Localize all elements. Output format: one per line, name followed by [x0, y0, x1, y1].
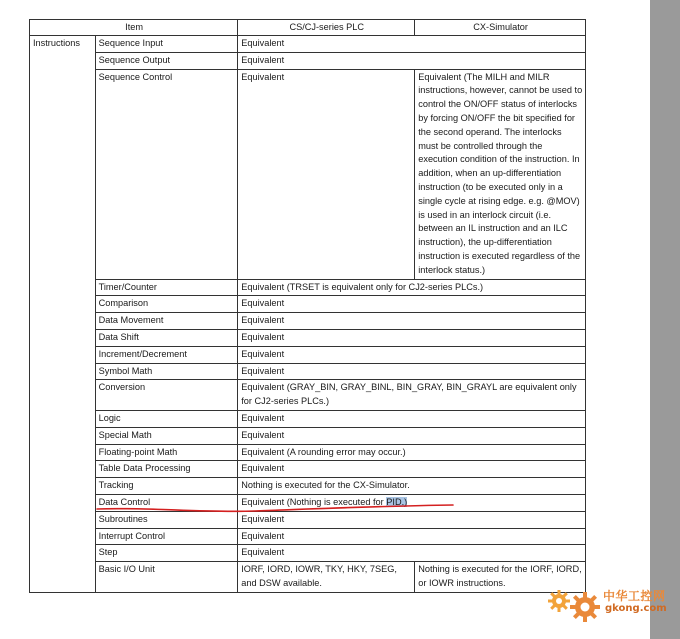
watermark-logo — [545, 585, 670, 630]
item-cell: Sequence Control — [95, 69, 238, 279]
watermark-url: gkong.com — [605, 603, 667, 614]
item-cell: Subroutines — [95, 511, 238, 528]
plc-text: Equivalent — [241, 298, 285, 309]
table-row — [30, 494, 586, 511]
plc-cell — [238, 296, 586, 313]
item-cell: Interrupt Control — [95, 528, 238, 545]
table-row — [30, 410, 586, 427]
table-row — [30, 69, 586, 279]
table-row — [30, 545, 586, 562]
item-cell: Floating-point Math — [95, 444, 238, 461]
header-simulator: CX-Simulator — [415, 20, 586, 36]
item-cell: Tracking — [95, 478, 238, 495]
category-cell: Instructions — [30, 36, 96, 593]
plc-cell — [238, 461, 586, 478]
item-cell: Table Data Processing — [95, 461, 238, 478]
plc-text: Equivalent — [241, 429, 285, 440]
plc-cell — [238, 36, 586, 53]
item-cell: Increment/Decrement — [95, 346, 238, 363]
table-row — [30, 562, 586, 593]
table-row — [30, 461, 586, 478]
item-cell: Comparison — [95, 296, 238, 313]
plc-cell — [238, 511, 586, 528]
table-row — [30, 380, 586, 411]
table-row — [30, 36, 586, 53]
item-cell: Sequence Input — [95, 36, 238, 53]
plc-text: Equivalent — [241, 315, 285, 326]
plc-cell — [238, 363, 586, 380]
gear-icon — [545, 585, 605, 630]
table-row — [30, 279, 586, 296]
plc-text: Equivalent — [241, 513, 285, 524]
item-cell: Data Control — [95, 494, 238, 511]
plc-text: Equivalent — [241, 331, 285, 342]
table-row — [30, 363, 586, 380]
plc-cell — [238, 478, 586, 495]
header-plc: CS/CJ-series PLC — [238, 20, 415, 36]
item-cell: Conversion — [95, 380, 238, 411]
plc-cell: Equivalent — [238, 69, 415, 279]
item-cell: Timer/Counter — [95, 279, 238, 296]
item-cell: Step — [95, 545, 238, 562]
plc-text: Equivalent — [241, 530, 285, 541]
plc-text: Equivalent — [241, 38, 285, 48]
table-header-row — [30, 20, 586, 36]
simulator-cell: Nothing is executed for the IORF, IORD, or IOWR instructions. — [415, 562, 586, 593]
plc-text: Equivalent — [241, 547, 285, 558]
plc-text: Equivalent — [241, 54, 285, 65]
table-row — [30, 427, 586, 444]
plc-cell — [238, 528, 586, 545]
plc-text: Equivalent (A rounding error may occur.) — [241, 446, 406, 457]
simulator-cell: Equivalent (The MILH and MILR instructions, however, cannot be used to control the ON/OFF status of interlocks by forcing ON/OFF the bit specified for the second operand. The interlocks must be controlled through the execution condition of the instruction. In addition, when an up-differentiation instruction (to be executed only in a single cycle at rising edge. e.g. @MOV) is used in an interlock circuit (i.e. between an IL instruction and an ILC instruction), the up-differentiation instruction is executed regardless of the interlock status.) — [415, 69, 586, 279]
plc-cell — [238, 494, 586, 511]
plc-text: Equivalent (Nothing is executed for — [241, 496, 387, 507]
table-row — [30, 511, 586, 528]
plc-cell — [238, 427, 586, 444]
plc-text: Equivalent — [241, 463, 285, 474]
item-cell: Symbol Math — [95, 363, 238, 380]
plc-text: Equivalent — [241, 412, 285, 423]
table-row — [30, 478, 586, 495]
item-cell: Basic I/O Unit — [95, 562, 238, 593]
plc-cell — [238, 346, 586, 363]
table-row — [30, 313, 586, 330]
table-row — [30, 329, 586, 346]
plc-cell — [238, 545, 586, 562]
item-cell: Data Shift — [95, 329, 238, 346]
plc-cell — [238, 329, 586, 346]
plc-cell — [238, 279, 586, 296]
window-scrollbar-area[interactable] — [650, 0, 680, 639]
item-cell: Sequence Output — [95, 52, 238, 69]
table-row — [30, 296, 586, 313]
item-cell: Data Movement — [95, 313, 238, 330]
header-item: Item — [30, 20, 238, 36]
plc-cell — [238, 410, 586, 427]
plc-text: Equivalent (GRAY_BIN, GRAY_BINL, BIN_GRAY, BIN_GRAYL are equivalent only for CJ2-series PLCs.) — [241, 382, 577, 407]
plc-text: Nothing is executed for the CX-Simulator. — [241, 480, 410, 491]
watermark-text: 中华工控网 — [603, 589, 666, 603]
highlighted-text[interactable]: PID.) — [386, 496, 408, 507]
table-row — [30, 52, 586, 69]
table-row — [30, 528, 586, 545]
plc-cell — [238, 313, 586, 330]
plc-text: Equivalent — [241, 365, 285, 376]
plc-text: Equivalent (TRSET is equivalent only for CJ2-series PLCs.) — [241, 281, 484, 292]
plc-cell — [238, 444, 586, 461]
plc-cell — [238, 380, 586, 411]
table-row — [30, 346, 586, 363]
plc-cell: IORF, IORD, IOWR, TKY, HKY, 7SEG, and DSW available. — [238, 562, 415, 593]
item-cell: Logic — [95, 410, 238, 427]
comparison-table — [29, 19, 586, 593]
plc-text: Equivalent — [241, 348, 285, 359]
plc-cell — [238, 52, 586, 69]
table-row — [30, 444, 586, 461]
item-cell: Special Math — [95, 427, 238, 444]
